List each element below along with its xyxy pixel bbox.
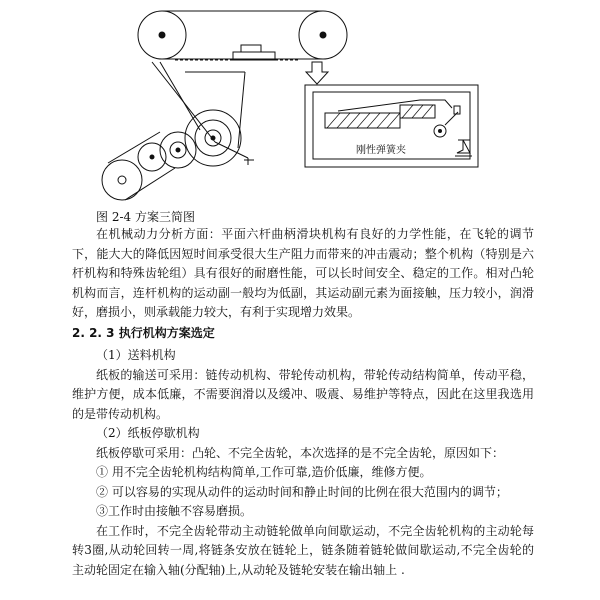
mechanism-diagram — [0, 0, 600, 205]
list-item: ② 可以容易的实现从动件的运动时间和静止时间的比例在很大范围内的调节； — [96, 484, 508, 499]
callout-label: 刚性弹簧夹 — [356, 145, 406, 156]
list-item: ① 用不完全齿轮机构结构简单,工作可靠,造价低廉，维修方便。 — [96, 465, 432, 479]
section-heading: 2. 2. 3 执行机构方案选定 — [72, 325, 215, 340]
body-text — [72, 225, 534, 580]
subheading-stop: （2）纸板停歇机构 — [96, 426, 200, 440]
figure-caption: 图 2-4 方案三简图 — [96, 210, 195, 224]
paragraph-dynamics: 在机械动力分析方面：平面六杆曲柄滑块机构有良好的力学性能，在飞轮的调节下，能大大的降低因短时间承受很大生产阻力而带来的冲击震动；整个机构（特别是六杆机构和特殊齿轮组）具有很好的耐磨性能，可以长时间安全、稳定的工作。相对凸轮机构而言，连杆机构的运动副一般均为低副，其运动副元素为面接触，压力较小，润滑好，磨损小，则承载能力较大，有利于实现增力效果。 — [72, 227, 534, 319]
list-item: ③工作时由接触不容易磨损。 — [96, 504, 253, 518]
paragraph-operation: 在工作时，不完全齿轮带动主动链轮做单向间歇运动，不完全齿轮机构的主动轮每转3圈,从动轮回转一周,将链条安放在链轮上，链条随着链轮做间歇运动,不完全齿轮的主动轮固定在输入轴(分配轴)上,从动轮及链轮安装在输出轴上 . — [72, 523, 534, 577]
paragraph-feed: 纸板的输送可采用：链传动机构、带轮传动机构，带轮传动结构简单，传动平稳，维护方便，成本低廉，不需要润滑以及缓冲、吸震、易维护等特点，因此在这里我选用的是带传动机构。 — [72, 367, 534, 421]
paragraph-stop-intro: 纸板停歇可采用：凸轮、不完全齿轮，本次选择的是不完全齿轮，原因如下： — [96, 445, 505, 460]
subheading-feed: （1）送料机构 — [96, 348, 176, 362]
